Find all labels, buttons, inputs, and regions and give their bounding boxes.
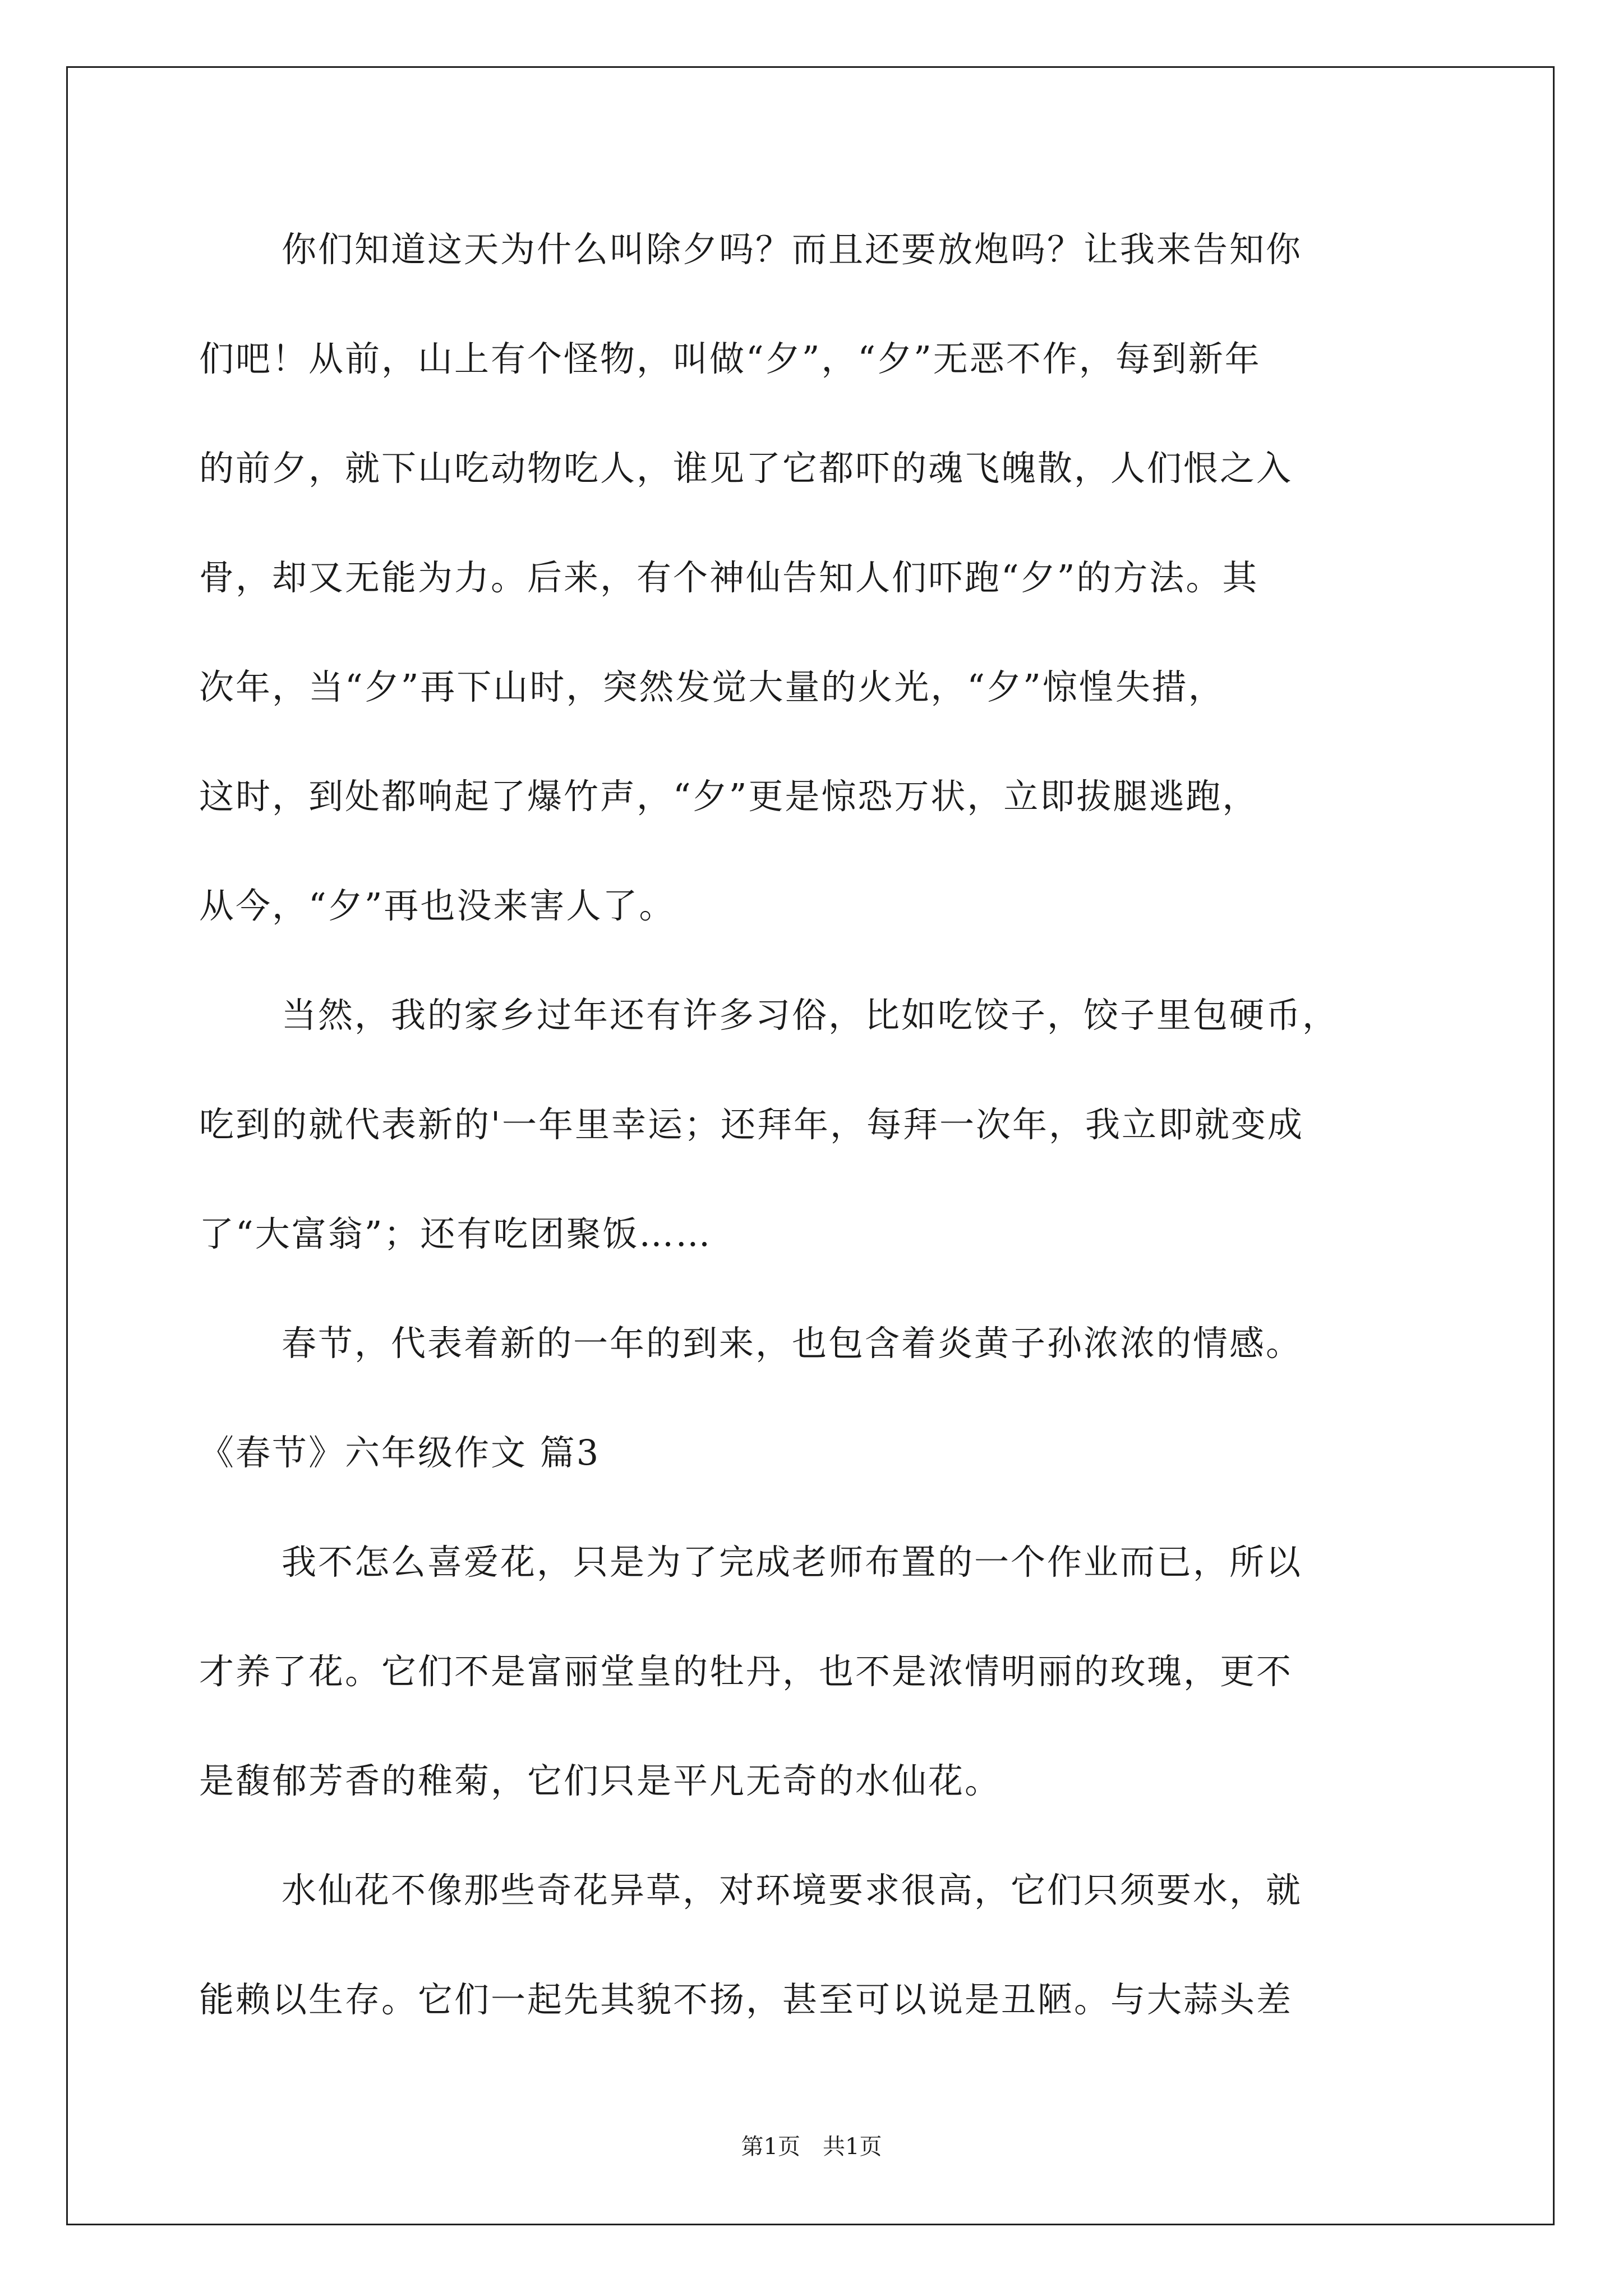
paragraph-1-line-3: 的前夕，就下山吃动物吃人，谁见了它都吓的魂飞魄散，人们恨之入: [199, 448, 1293, 489]
paragraph-1-line-2: 们吧！从前，山上有个怪物，叫做“夕”，“夕”无恶不作，每到新年: [199, 338, 1261, 379]
paragraph-2-line-1: 当然，我的家乡过年还有许多习俗，比如吃饺子，饺子里包硬币，: [282, 995, 1339, 1036]
paragraph-1-line-7: 从今，“夕”再也没来害人了。: [199, 885, 676, 926]
paragraph-2-line-2: 吃到的就代表新的'一年里幸运；还拜年，每拜一次年，我立即就变成: [199, 1104, 1304, 1145]
page-footer: 第1页 共1页: [741, 2134, 882, 2160]
section-heading: 《春节》六年级作文 篇3: [199, 1432, 601, 1473]
paragraph-1-line-5: 次年，当“夕”再下山时，突然发觉大量的火光，“夕”惊惶失措，: [199, 666, 1225, 707]
paragraph-1-line-4: 骨，却又无能为力。后来，有个神仙告知人们吓跑“夕”的方法。其: [199, 557, 1259, 598]
paragraph-2-line-3: 了“大富翁”；还有吃团聚饭……: [199, 1213, 712, 1254]
paragraph-4-line-3: 是馥郁芳香的稚菊，它们只是平凡无奇的水仙花。: [199, 1760, 1002, 1801]
paragraph-4-line-1: 我不怎么喜爱花，只是为了完成老师布置的一个作业而已，所以: [282, 1542, 1303, 1582]
paragraph-1-line-1: 你们知道这天为什么叫除夕吗？而且还要放炮吗？让我来告知你: [282, 229, 1303, 270]
paragraph-4-line-2: 才养了花。它们不是富丽堂皇的牡丹，也不是浓情明丽的玫瑰，更不: [199, 1651, 1293, 1692]
paragraph-1-line-6: 这时，到处都响起了爆竹声，“夕”更是惊恐万状，立即拔腿逃跑，: [199, 776, 1259, 817]
paragraph-5-line-2: 能赖以生存。它们一起先其貌不扬，甚至可以说是丑陋。与大蒜头差: [199, 1979, 1293, 2020]
paragraph-3-line-1: 春节，代表着新的一年的到来，也包含着炎黄子孙浓浓的情感。: [282, 1323, 1303, 1364]
paragraph-5-line-1: 水仙花不像那些奇花异草，对环境要求很高，它们只须要水，就: [282, 1870, 1303, 1911]
